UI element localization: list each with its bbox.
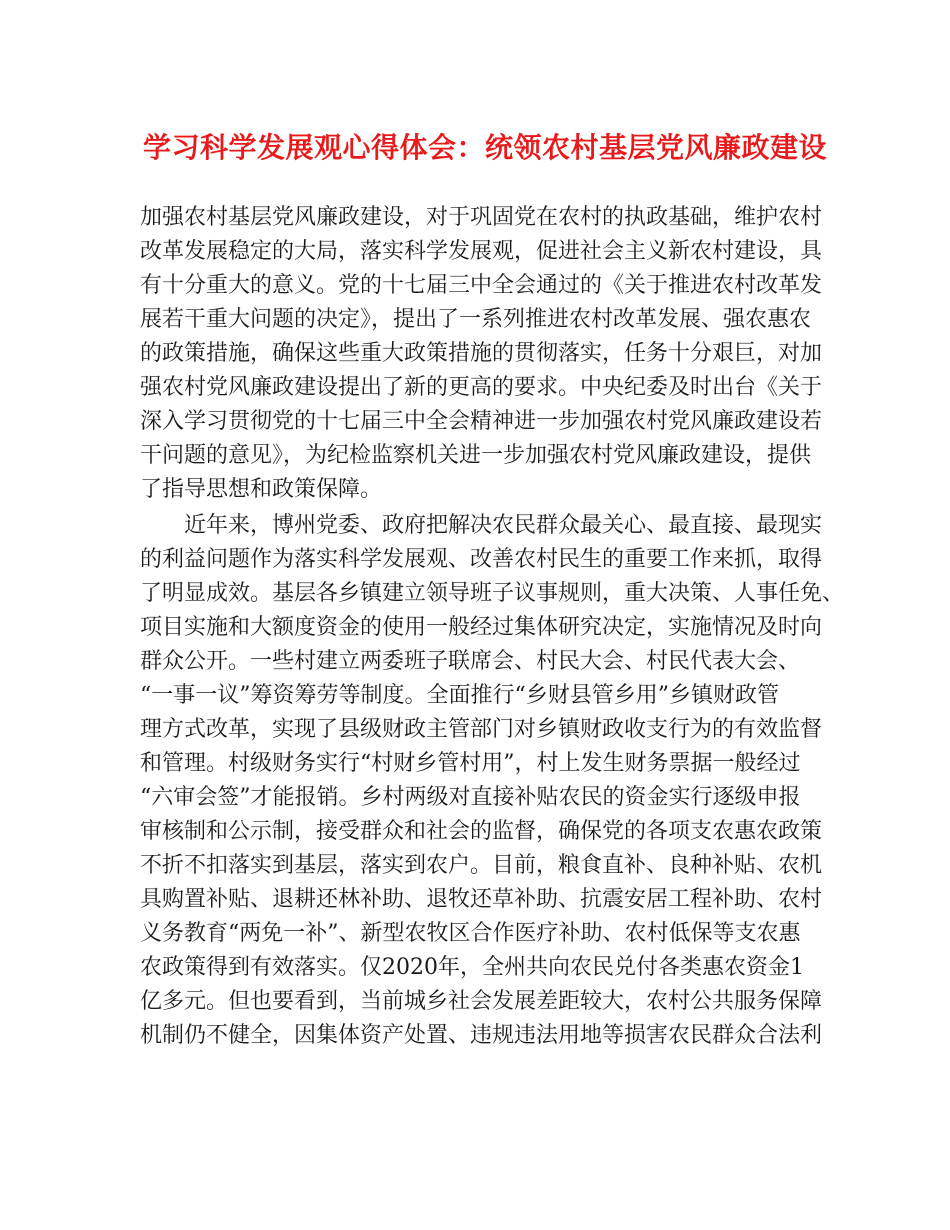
paragraph-line: 亿多元。但也要看到，当前城乡社会发展差距较大，农村公共服务保障 bbox=[140, 989, 823, 1014]
paragraph-line: 群众公开。一些村建立两委班子联席会、村民大会、村民代表大会、 bbox=[140, 649, 801, 674]
paragraph-line: “一事一议”筹资筹劳等制度。全面推行“乡财县管乡用”乡镇财政管 bbox=[140, 683, 779, 708]
paragraph-line: 的政策措施，确保这些重大政策措施的贯彻落实，任务十分艰巨，对加 bbox=[140, 341, 823, 366]
paragraph-2 bbox=[140, 509, 845, 1053]
paragraph-line: 了明显成效。基层各乡镇建立领导班子议事规则，重大决策、人事任免、 bbox=[140, 581, 845, 606]
paragraph-line: 机制仍不健全，因集体资产处置、违规违法用地等损害农民群众合法利 bbox=[140, 1023, 823, 1048]
paragraph-line: 强农村党风廉政建设提出了新的更高的要求。中央纪委及时出台《关于 bbox=[140, 375, 823, 400]
paragraph-line: 深入学习贯彻党的十七届三中全会精神进一步加强农村党风廉政建设若 bbox=[140, 409, 823, 434]
paragraph-line: 展若干重大问题的决定》，提出了一系列推进农村改革发展、强农惠农 bbox=[140, 307, 812, 332]
paragraph-line: 加强农村基层党风廉政建设，对于巩固党在农村的执政基础，维护农村 bbox=[140, 205, 823, 230]
paragraph-line: 项目实施和大额度资金的使用一般经过集体研究决定，实施情况及时向 bbox=[140, 615, 823, 640]
paragraph-line: 的利益问题作为落实科学发展观、改善农村民生的重要工作来抓，取得 bbox=[140, 547, 823, 572]
paragraph-line: 有十分重大的意义。党的十七届三中全会通过的《关于推进农村改革发 bbox=[140, 273, 823, 298]
paragraph-line: 农政策得到有效落实。仅2020年，全州共向农民兑付各类惠农资金1 bbox=[140, 955, 804, 980]
paragraph-line: 理方式改革，实现了县级财政主管部门对乡镇财政收支行为的有效监督 bbox=[140, 717, 823, 742]
paragraph-line: 近年来，博州党委、政府把解决农民群众最关心、最直接、最现实 bbox=[184, 513, 823, 538]
document-page bbox=[140, 128, 845, 1053]
paragraph-line: 改革发展稳定的大局，落实科学发展观，促进社会主义新农村建设，具 bbox=[140, 239, 823, 264]
paragraph-1 bbox=[140, 201, 830, 507]
paragraph-line: 具购置补贴、退耕还林补助、退牧还草补助、抗震安居工程补助、农村 bbox=[140, 887, 823, 912]
paragraph-line: 审核制和公示制，接受群众和社会的监督，确保党的各项支农惠农政策 bbox=[140, 819, 823, 844]
paragraph-line: 干问题的意见》，为纪检监察机关进一步加强农村党风廉政建设，提供 bbox=[140, 443, 812, 468]
paragraph-line: 义务教育“两免一补”、新型农牧区合作医疗补助、农村低保等支农惠 bbox=[140, 921, 801, 946]
paragraph-line: 了指导思想和政策保障。 bbox=[140, 477, 383, 502]
paragraph-line: 和管理。村级财务实行“村财乡管村用”，村上发生财务票据一般经过 bbox=[140, 751, 801, 776]
paragraph-line: “六审会签”才能报销。乡村两级对直接补贴农民的资金实行逐级申报 bbox=[140, 785, 801, 810]
document-title: 学习科学发展观心得体会：统领农村基层党风廉政建设 bbox=[142, 131, 827, 164]
paragraph-line: 不折不扣落实到基层，落实到农户。目前，粮食直补、良种补贴、农机 bbox=[140, 853, 823, 878]
